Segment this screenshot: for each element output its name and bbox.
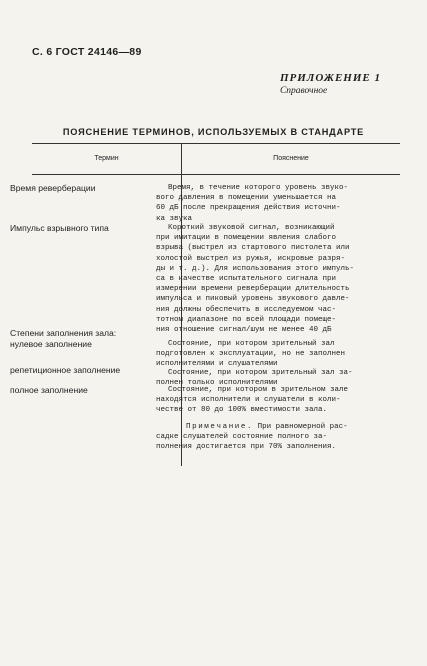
definition-line: Короткий звуковой сигнал, возникающий	[168, 224, 335, 232]
term-rehearsal-occupancy: репетиционное заполнение	[10, 365, 121, 375]
header-rule	[32, 174, 400, 175]
term-explosive-impulse: Импульс взрывного типа	[10, 223, 109, 233]
definition-explosive-impulse	[156, 223, 368, 335]
definition-line: Состояние, при котором зрительный зал	[168, 340, 335, 348]
note-line: садке слушателей состояние полного за-	[156, 433, 328, 442]
definition-zero-occupancy	[156, 339, 368, 370]
definition-line: измерении времени реверберации длительность	[156, 285, 350, 294]
appendix-title: ПРИЛОЖЕНИЕ 1	[279, 72, 381, 84]
definition-full-occupancy	[156, 385, 368, 416]
definition-line: полнен только исполнителями	[156, 379, 278, 388]
definition-line: холостой выстрел из ружья, искровые разря-	[156, 254, 346, 263]
definition-line: ния отношение сигнал/шум не менее 40 дБ	[156, 326, 332, 335]
definition-line: 60 дБ после прекращения действия источни-	[156, 204, 341, 213]
definition-line: ка звука	[156, 214, 193, 223]
definition-line: находятся исполнители и слушатели в коли-	[156, 396, 341, 405]
definition-line: исполнителями и слушателями	[156, 360, 278, 369]
definition-line: при имитации в помещении явления слабого	[156, 234, 337, 243]
term-full-occupancy: полное заполнение	[10, 385, 88, 395]
definition-line: Состояние, при котором зрительный зал за-	[168, 369, 353, 377]
definition-line: ды и т. д.). Для использования этого импуль-	[156, 264, 355, 273]
note-first-text: При равномерной рас-	[257, 423, 348, 431]
definition-line: Время, в течение которого уровень звуко-	[168, 184, 349, 192]
table-note	[156, 422, 368, 453]
column-header-term: Термин	[94, 155, 119, 162]
definition-line: са в качестве испытательного сигнала при	[156, 275, 337, 284]
term-zero-occupancy: нулевое заполнение	[10, 339, 92, 349]
definition-line: Состояние, при котором в зрительном зале	[168, 386, 349, 394]
definition-line: подготовлен к эксплуатации, но не заполнен	[156, 350, 346, 359]
definition-line: тотном диапазоне по всей площади помеще-	[156, 315, 337, 324]
appendix-subtitle: Справочное	[279, 86, 328, 96]
definition-line: взрыва (выстрел из стартового пистолета или	[156, 244, 350, 253]
definition-reverberation-time	[156, 183, 368, 224]
term-reverberation-time: Время реверберации	[10, 183, 96, 193]
term-occupancy-degrees: Степени заполнения зала:	[10, 328, 117, 338]
definition-line: вого давления в помещении уменьшается на	[156, 194, 337, 203]
definition-line: честве от 80 до 100% вместимости зала.	[156, 406, 328, 415]
section-title: ПОЯСНЕНИЕ ТЕРМИНОВ, ИСПОЛЬЗУЕМЫХ В СТАНДАРТЕ	[62, 127, 365, 137]
appendix-label-block	[280, 72, 381, 96]
note-line: полнения достигается при 70% заполнения.	[156, 443, 337, 452]
note-first-line	[156, 422, 368, 432]
note-label: Примечание.	[186, 423, 254, 431]
definition-line: импульса и пиковый уровень звукового давле-	[156, 295, 350, 304]
definition-line: ния должны обеспечить в исследуемом час-	[156, 305, 337, 314]
column-header-explanation: Пояснение	[273, 155, 309, 162]
page-header: С. 6 ГОСТ 24146—89	[32, 46, 142, 58]
